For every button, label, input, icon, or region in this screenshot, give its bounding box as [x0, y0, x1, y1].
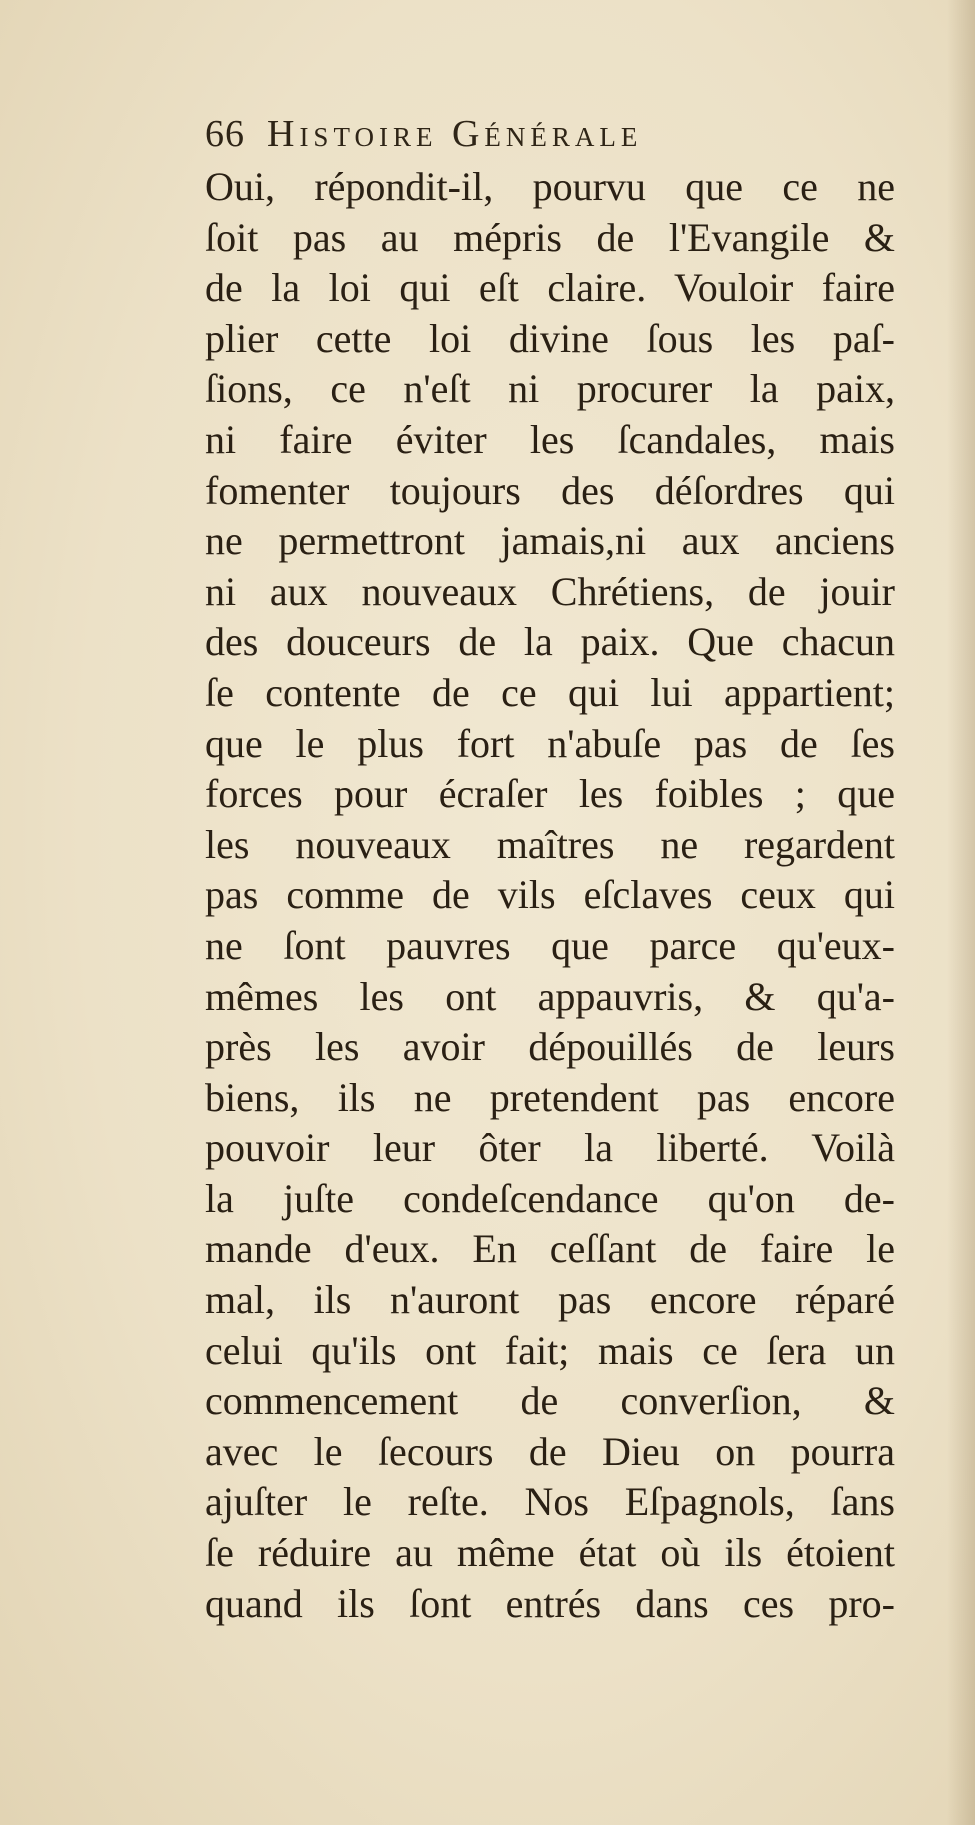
text-line: pas comme de vils eſclaves ceux qui	[205, 872, 895, 918]
text-line: la juſte condeſcendance qu'on de-	[205, 1175, 895, 1221]
text-line: forces pour écraſer les foibles ; que	[205, 771, 895, 817]
text-line: ne permettront jamais,ni aux anciens	[205, 518, 895, 564]
text-line: fomenter toujours des déſordres qui	[205, 467, 895, 513]
text-line: ni aux nouveaux Chrétiens, de jouir	[205, 568, 895, 614]
running-header	[205, 112, 845, 168]
running-title: Histoire Générale	[267, 113, 643, 155]
text-line: que le plus fort n'abuſe pas de ſes	[205, 720, 895, 766]
text-line: ajuſter le reſte. Nos Eſpagnols, ſans	[205, 1479, 895, 1525]
text-line: quand ils ſont entrés dans ces pro-	[205, 1580, 895, 1626]
text-line: plier cette loi divine ſous les paſ-	[205, 315, 895, 361]
gutter-shadow	[947, 0, 975, 1825]
text-line: ſoit pas au mépris de l'Evangile &	[205, 214, 895, 260]
show-through-margin-notes	[95, 270, 205, 610]
text-line: mande d'eux. En ceſſant de faire le	[205, 1226, 895, 1272]
text-line: pouvoir leur ôter la liberté. Voilà	[205, 1125, 895, 1171]
text-line: ſions, ce n'eſt ni procurer la paix,	[205, 366, 895, 412]
text-line: mêmes les ont appauvris, & qu'a-	[205, 973, 895, 1019]
text-line: celui qu'ils ont fait; mais ce ſera un	[205, 1327, 895, 1373]
body-text	[205, 162, 895, 1629]
text-line: ſe réduire au même état où ils étoient	[205, 1530, 895, 1576]
text-line: commencement de converſion, &	[205, 1378, 895, 1424]
text-line: ſe contente de ce qui lui appartient;	[205, 669, 895, 715]
text-line: les nouveaux maîtres ne regardent	[205, 821, 895, 867]
page-number: 66	[205, 113, 245, 155]
text-line: ne ſont pauvres que parce qu'eux-	[205, 922, 895, 968]
text-line: des douceurs de la paix. Que chacun	[205, 619, 895, 665]
text-line: biens, ils ne pretendent pas encore	[205, 1074, 895, 1120]
text-line: près les avoir dépouillés de leurs	[205, 1024, 895, 1070]
text-line: avec le ſecours de Dieu on pourra	[205, 1428, 895, 1474]
text-line: Oui, répondit-il, pourvu que ce ne	[205, 164, 895, 209]
text-line: de la loi qui eſt claire. Vouloir faire	[205, 265, 895, 311]
text-line: ni faire éviter les ſcandales, mais	[205, 416, 895, 462]
text-line: mal, ils n'auront pas encore réparé	[205, 1277, 895, 1323]
